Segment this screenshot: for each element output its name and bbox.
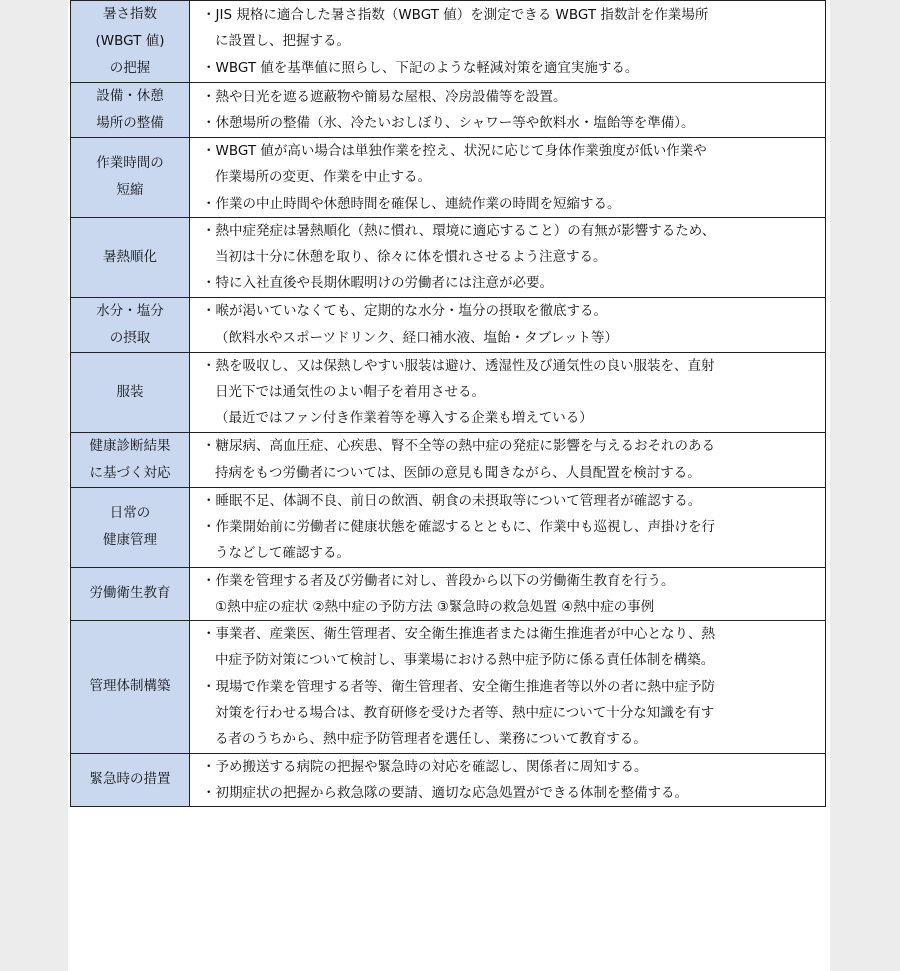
document-page (68, 0, 830, 971)
table-row (71, 217, 826, 297)
row-header (71, 297, 190, 352)
row-header-line: 健康管理 (103, 532, 157, 549)
row-header-line: に基づく対応 (89, 464, 171, 481)
content-line: ・喉が渇いていなくても、定期的な水分・塩分の摂取を徹底する。 (202, 303, 607, 320)
row-header-line: 暑熱順化 (103, 248, 157, 265)
row-header-line: 労働衛生教育 (89, 585, 171, 602)
row-header-line: 水分・塩分 (96, 302, 164, 319)
row-header (71, 352, 190, 432)
row-header-line: 場所の整備 (96, 115, 164, 131)
row-content (190, 567, 826, 621)
row-header-line: (WBGT 値) (95, 33, 165, 49)
row-content (190, 432, 826, 487)
content-line: ・熱を吸収し、又は保熱しやすい服装は避け、透湿性及び通気性の良い服装を、直射 (202, 357, 715, 374)
row-header-line: 健康診断結果 (89, 437, 171, 454)
content-line: ・特に入社直後や長期休暇明けの労働者には注意が必要。 (202, 275, 553, 292)
row-header-line: 作業時間の (96, 155, 164, 172)
row-header-line: の摂取 (109, 329, 151, 346)
row-content (190, 83, 826, 138)
row-header (71, 487, 190, 567)
table-row (71, 83, 826, 138)
content-line: （最近ではファン付き作業着等を導入する企業も増えている） (215, 410, 593, 427)
row-content (190, 753, 826, 807)
table-row (71, 567, 826, 621)
content-line: ・熱中症発症は暑熱順化（熱に慣れ、環境に適応すること）の有無が影響するため、 (202, 222, 716, 239)
row-header (71, 432, 190, 487)
row-content (190, 1, 826, 83)
row-header (71, 621, 190, 753)
content-line: ・熱や日光を遮る遮蔽物や簡易な屋根、冷房設備等を設置。 (202, 88, 567, 105)
row-header-line: の把握 (109, 60, 151, 76)
row-header (71, 217, 190, 297)
row-header (71, 1, 190, 83)
row-content (190, 217, 826, 297)
content-line: に設置し、把握する。 (215, 33, 350, 50)
row-header-line: 服装 (116, 383, 144, 400)
content-line: 持病をもつ労働者については、医師の意見も聞きながら、人員配置を検討する。 (215, 464, 701, 481)
content-line: 対策を行わせる場合は、教育研修を受けた者等、熱中症について十分な知識を有す (215, 705, 715, 722)
row-header (71, 83, 190, 138)
content-line: 日光下では通気性のよい帽子を着用させる。 (215, 384, 485, 401)
table-body (71, 1, 826, 807)
row-header-line: 緊急時の措置 (89, 771, 171, 788)
table-row (71, 1, 826, 83)
content-line: ・糖尿病、高血圧症、心疾患、腎不全等の熱中症の発症に影響を与えるおそれのある (202, 438, 715, 455)
row-header-line: 設備・休憩 (96, 88, 164, 104)
content-line: 当初は十分に休憩を取り、徐々に体を慣れさせるよう注意する。 (215, 249, 607, 266)
row-header-line: 日常の (109, 505, 151, 522)
content-line: ・現場で作業を管理する者等、衛生管理者、安全衛生推進者等以外の者に熱中症予防 (202, 678, 715, 695)
row-header-line: 短縮 (116, 182, 144, 199)
content-line: ・作業を管理する者及び労働者に対し、普段から以下の労働衛生教育を行う。 (202, 572, 675, 589)
content-line: ・WBGT 値を基準値に照らし、下記のような軽減対策を適宜実施する。 (202, 59, 639, 76)
content-line: ・JIS 規格に適合した暑さ指数（WBGT 値）を測定できる WBGT 指数計を作業場所 (202, 7, 709, 24)
table-row (71, 487, 826, 567)
row-content (190, 487, 826, 567)
content-line: る者のうちから、熱中症予防管理者を選任し、業務について教育する。 (215, 731, 647, 748)
content-line: 中症予防対策について検討し、事業場における熱中症予防に係る責任体制を構築。 (215, 652, 715, 669)
content-line: ・作業の中止時間や休憩時間を確保し、連続作業の時間を短縮する。 (202, 195, 621, 212)
row-header-line: 管理体制構築 (89, 678, 171, 695)
content-line: 作業場所の変更、作業を中止する。 (215, 169, 431, 186)
table-row (71, 352, 826, 432)
table-row (71, 753, 826, 807)
table-row (71, 432, 826, 487)
row-header (71, 753, 190, 807)
content-line: うなどして確認する。 (215, 545, 350, 562)
content-line: ①熱中症の症状 ②熱中症の予防方法 ③緊急時の救急処置 ④熱中症の事例 (215, 598, 655, 615)
row-header (71, 138, 190, 218)
row-content (190, 621, 826, 753)
table-row (71, 621, 826, 753)
content-line: ・作業開始前に労働者に健康状態を確認するとともに、作業中も巡視し、声掛けを行 (202, 518, 715, 535)
content-line: ・初期症状の把握から救急隊の要請、適切な応急処置ができる体制を整備する。 (202, 784, 688, 801)
row-content (190, 138, 826, 218)
table-row (71, 138, 826, 218)
row-content (190, 352, 826, 432)
content-line: ・事業者、産業医、衛生管理者、安全衛生推進者または衛生推進者が中心となり、熱 (202, 626, 715, 643)
row-header (71, 567, 190, 621)
heatstroke-measures-table (70, 0, 826, 807)
content-line: ・予め搬送する病院の把握や緊急時の対応を確認し、関係者に周知する。 (202, 758, 648, 775)
content-line: ・休憩場所の整備（氷、冷たいおしぼり、シャワー等や飲料水・塩飴等を準備）。 (202, 115, 695, 131)
content-line: （飲料水やスポーツドリンク、経口補水液、塩飴・タブレット等） (215, 329, 618, 346)
content-line: ・睡眠不足、体調不良、前日の飲酒、朝食の未摂取等について管理者が確認する。 (202, 492, 702, 509)
row-header-line: 暑さ指数 (103, 6, 157, 22)
table-row (71, 297, 826, 352)
row-content (190, 297, 826, 352)
content-line: ・WBGT 値が高い場合は単独作業を控え、状況に応じて身体作業強度が低い作業や (202, 143, 707, 159)
